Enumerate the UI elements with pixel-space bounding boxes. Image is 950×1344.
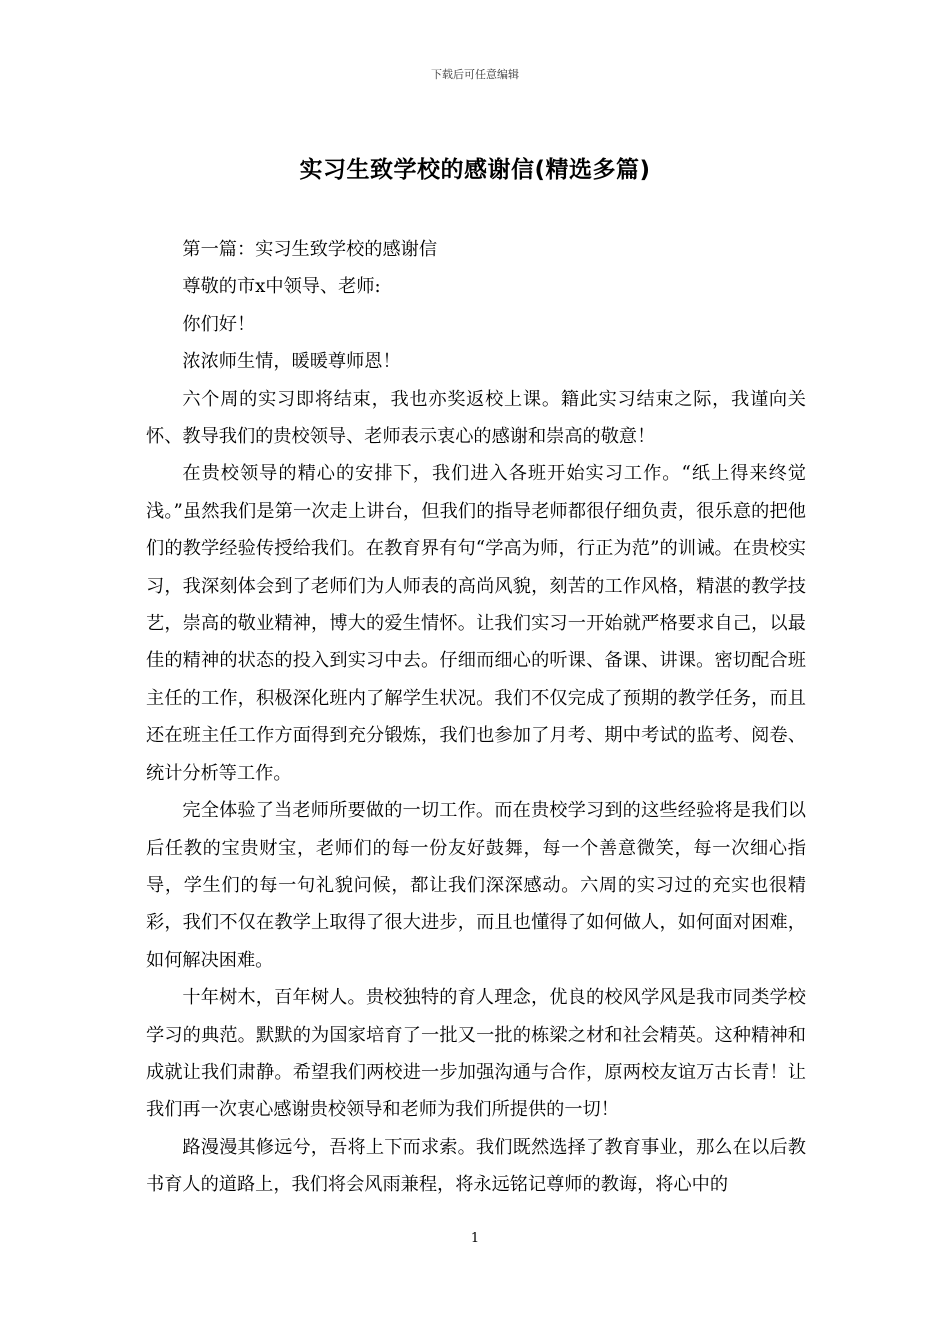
- page-number: 1: [470, 1231, 480, 1246]
- document-body: [146, 231, 806, 1204]
- paragraph: 尊敬的市x中领导、老师:: [182, 276, 381, 298]
- paragraph: 路漫漫其修远兮，吾将上下而求索。我们既然选择了教育事业，那么在以后教书育人的道路上，我们将会风雨兼程，将永远铭记尊师的教诲，将心中的: [146, 1136, 806, 1196]
- paragraph: 第一篇：实习生致学校的感谢信: [182, 239, 438, 260]
- paragraph: 十年树木，百年树人。贵校独特的育人理念，优良的校风学风是我市同类学校学习的典范。默默的为国家培育了一批又一批的栋梁之材和社会精英。这种精神和成就让我们肃静。希望我们两校进一步加强沟通与合作，原两校友谊万古长青！让我们再一次衷心感谢贵校领导和老师为我们所提供的一切！: [146, 987, 806, 1121]
- paragraph: 浓浓师生情，暖暖尊师恩！: [182, 351, 401, 373]
- header-note: 下载后可任意编辑: [431, 68, 519, 81]
- paragraph: 在贵校领导的精心的安排下，我们进入各班开始实习工作。“纸上得来终觉浅。”虽然我们是第一次走上讲台，但我们的指导老师都很仔细负责，很乐意的把他们的教学经验传授给我们。在教育界有句“学高为师，行正为范”的训诫。在贵校实习，我深刻体会到了老师们为人师表的高尚风貌，刻苦的工作风格，精湛的教学技艺，崇高的敬业精神，博大的爱生情怀。让我们实习一开始就严格要求自己，以最佳的精神的状态的投入到实习中去。仔细而细心的听课、备课、讲课。密切配合班主任的工作，积极深化班内了解学生状况。我们不仅完成了预期的教学任务，而且还在班主任工作方面得到充分锻炼，我们也参加了月考、期中考试的监考、阅卷、统计分析等工作。: [146, 463, 806, 784]
- paragraph: 六个周的实习即将结束，我也亦奖返校上课。籍此实习结束之际，我谨向关怀、教导我们的贵校领导、老师表示衷心的感谢和崇高的敬意！: [146, 388, 806, 448]
- document-title: 实习生致学校的感谢信(精选多篇): [299, 157, 651, 183]
- paragraph: 你们好！: [182, 313, 256, 335]
- paragraph: 完全体验了当老师所要做的一切工作。而在贵校学习到的这些经验将是我们以后任教的宝贵财宝，老师们的每一份友好鼓舞，每一个善意微笑，每一次细心指导，学生们的每一句礼貌问候，都让我们深深感动。六周的实习过的充实也很精彩，我们不仅在教学上取得了很大进步，而且也懂得了如何做人，如何面对困难，如何解决困难。: [146, 800, 806, 971]
